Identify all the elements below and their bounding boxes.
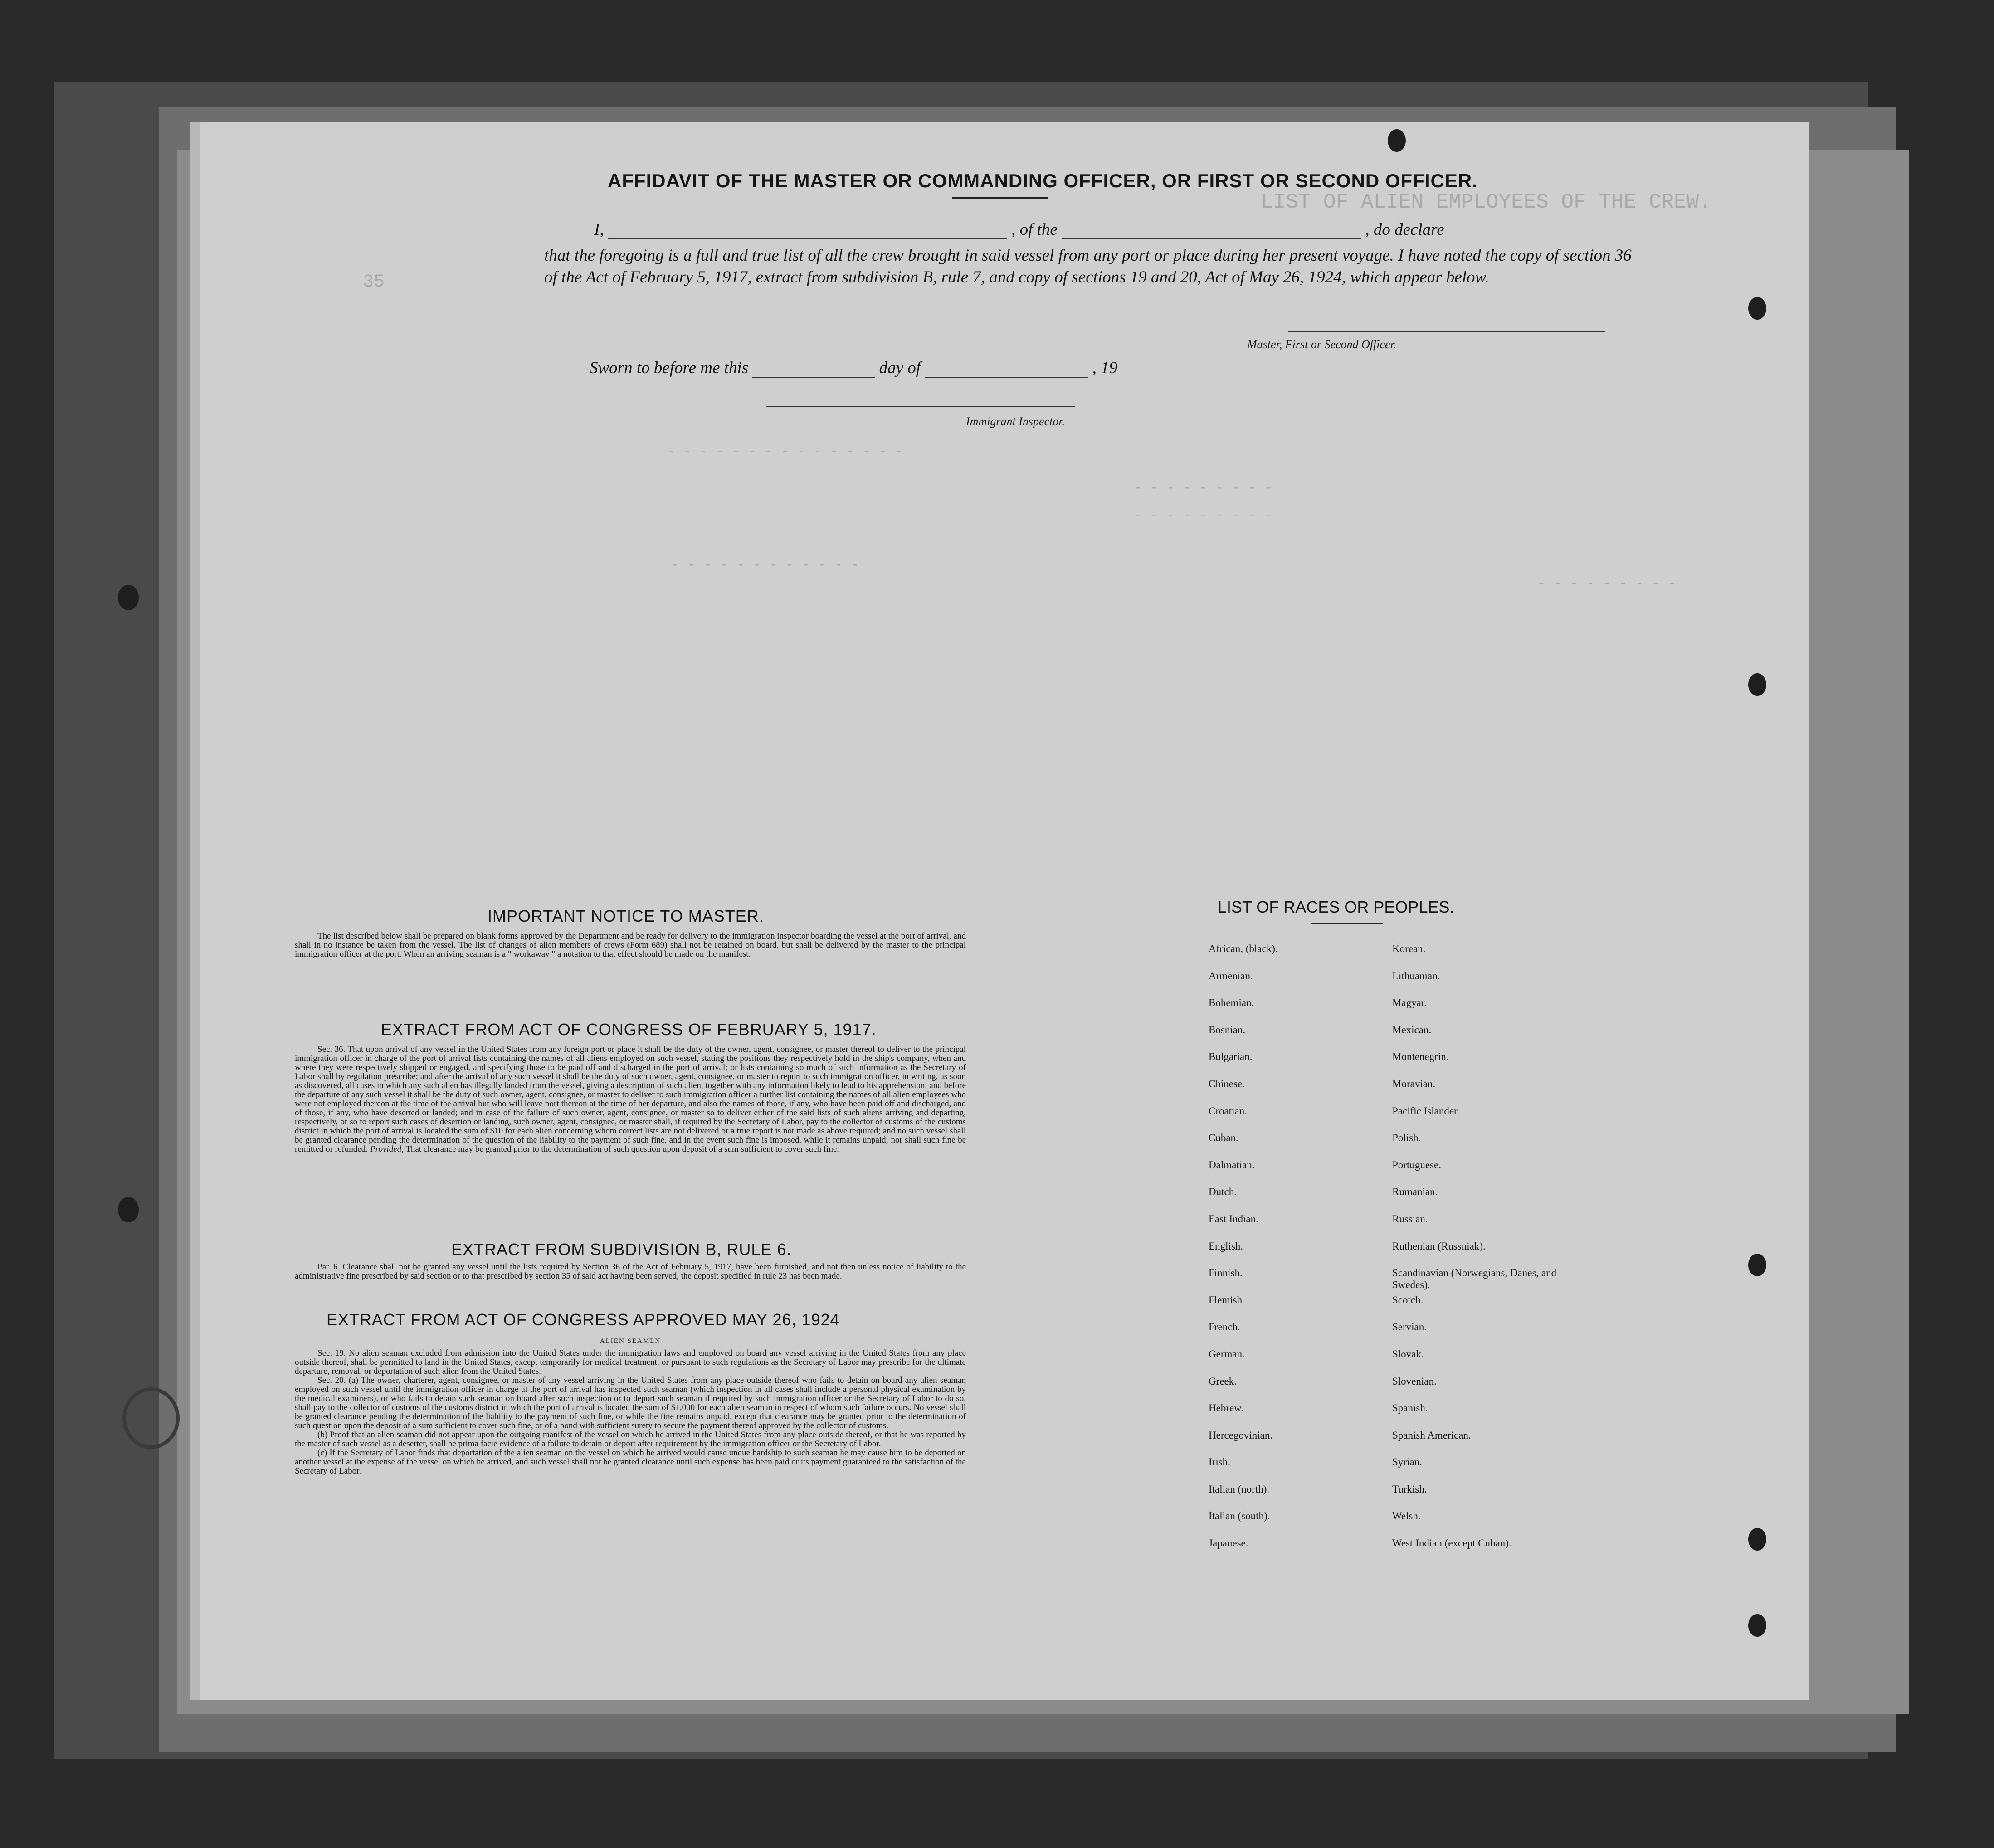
race-item: Scotch. bbox=[1392, 1294, 1424, 1306]
bleed-through-row: - - - - - - - - - - - - bbox=[671, 558, 859, 573]
race-item: Bulgarian. bbox=[1209, 1051, 1253, 1063]
race-item: Flemish bbox=[1209, 1294, 1243, 1306]
bleed-through-text: LIST OF ALIEN EMPLOYEES OF THE CREW. bbox=[1261, 190, 1711, 214]
race-item: Syrian. bbox=[1392, 1456, 1422, 1468]
race-item: Welsh. bbox=[1392, 1510, 1421, 1522]
affidavit-declaration-line bbox=[594, 220, 1444, 239]
race-item: English. bbox=[1209, 1240, 1243, 1252]
race-item: Italian (north). bbox=[1209, 1483, 1270, 1495]
extract-1924-title: EXTRACT FROM ACT OF CONGRESS APPROVED MAY 26, 1924 bbox=[327, 1310, 840, 1329]
punch-hole bbox=[1388, 129, 1406, 152]
extract-rule6-text bbox=[295, 1263, 966, 1281]
race-item: Magyar. bbox=[1392, 997, 1427, 1009]
sworn-month-field[interactable] bbox=[925, 361, 1088, 378]
race-item: Slovenian. bbox=[1392, 1375, 1437, 1387]
vessel-name-field[interactable] bbox=[1062, 223, 1361, 239]
race-item: Cuban. bbox=[1209, 1132, 1238, 1144]
race-item: Bosnian. bbox=[1209, 1024, 1246, 1036]
race-item: Spanish American. bbox=[1392, 1429, 1471, 1441]
race-item: Servian. bbox=[1392, 1321, 1427, 1333]
races-column-1 bbox=[1209, 943, 1278, 1565]
race-item: African, (black). bbox=[1209, 943, 1278, 954]
binder-hole bbox=[118, 1197, 139, 1222]
punch-hole bbox=[1748, 673, 1766, 696]
race-item: Turkish. bbox=[1392, 1483, 1427, 1495]
race-item: Mexican. bbox=[1392, 1024, 1432, 1036]
race-item: Moravian. bbox=[1392, 1078, 1436, 1089]
extract-1924-text bbox=[295, 1349, 966, 1476]
sec20b-text: (b) Proof that an alien seaman did not appear upon the outgoing manifest of the vessel on which he arrived in the United States from any place outside thereof, or that he was reported by the master of such vessel as a deserter, shall be prima facie evidence of a failure to detain or deport after requirement by the immigration officer or the Secretary of Labor. bbox=[295, 1430, 966, 1449]
race-item: Scandinavian (Norwegians, Danes, and Swedes). bbox=[1392, 1267, 1557, 1291]
sworn-line bbox=[590, 358, 1117, 378]
race-item: Greek. bbox=[1209, 1375, 1237, 1387]
notice-paragraph: The list described below shall be prepared on blank forms approved by the Department and be ready for delivery to the immigration inspector boarding the vessel at the port of arrival, and shall in no instance be taken from the vessel. The list of changes of alien members of crews (Form 689) shall not be retained on board, but shall be delivered by the master to the principal immigration officer at the port. When an arriving seaman is a " workaway " a notation to that effect should be made on the manifest. bbox=[295, 931, 966, 959]
race-item: Montenegrin. bbox=[1392, 1051, 1449, 1063]
sec20a-text: (a) The owner, charterer, agent, consignee, or master of any vessel arriving in the United States from any place outside thereof who fails to detain on board any alien seaman employed on such vessel until the immigration officer in charge at the port of arrival has inspected such seaman (which inspection in all cases shall include a personal physical examination by the medical examiners), or who fails to detain such seaman on board after such inspection or to deport such seaman if required by such immigration officer or the Secretary of Labor to do so, shall pay to the collector of customs of the customs district in which the port of arrival is located the sum of $1,000 for each alien seaman in respect of whom such failure occurs. No vessel shall be granted clearance pending the determination of the liability to the payment of such fine, or while the fine remains unpaid, except that clearance may be granted prior to the determination of such question upon the deposit of a sum sufficient to cover such fine, or of a bond with sufficient surety to secure the payment thereof approved by the collector of customs. bbox=[295, 1376, 966, 1430]
race-item: Bohemian. bbox=[1209, 997, 1254, 1009]
bleed-through-row: - - - - - - - - - bbox=[1134, 508, 1273, 523]
race-item: Chinese. bbox=[1209, 1078, 1245, 1089]
race-item: Spanish. bbox=[1392, 1402, 1428, 1414]
race-item: Irish. bbox=[1209, 1456, 1230, 1468]
race-item: French. bbox=[1209, 1321, 1240, 1333]
race-item: Portuguese. bbox=[1392, 1159, 1441, 1171]
proviso-text: That clearance may be granted prior to the determination of such question upon deposit of a sum sufficient to cover such fine. bbox=[405, 1144, 839, 1154]
races-title: LIST OF RACES OR PEOPLES. bbox=[1218, 898, 1454, 916]
of-the-label: , of the bbox=[1011, 220, 1058, 239]
sworn-day-field[interactable] bbox=[752, 361, 875, 378]
declarant-name-field[interactable] bbox=[608, 223, 1007, 239]
extract-rule6-title: EXTRACT FROM SUBDIVISION B, RULE 6. bbox=[451, 1240, 792, 1259]
punch-hole bbox=[1748, 1528, 1766, 1551]
section-36-text: That upon arrival of any vessel in the United States from any foreign port or place it shall be the duty of the owner, agent, consignee, or master thereof to deliver to the principal immigration officer in charge of the port of arrival lists containing the names of all aliens employed on such vessel, stating the positions they respectively hold in the ship's company, when and where they were respectively shipped or engaged, and specifying those to be paid off and discharged in the port of arrival; or lists containing so much of such information as the Secretary of Labor shall by regulation prescribe; and after the arrival of any such vessel it shall be the duty of such owner, agent, consignee, or master to report to such immigration officer, in writing, as soon as discovered, all cases in which any such alien has illegally landed from the vessel, giving a description of such alien, together with any information likely to lead to his apprehension; and before the departure of any such vessel it shall be the duty of such owner, agent, consignee, or master to deliver to such immigration officer a further list containing the names of all alien employees who were not employed thereon at the time of the arrival but who will leave port thereon at the time of her departure, and also the names of those, if any, who have been paid off and discharged, and of those, if any, who have deserted or landed; and in case of the failure of such owner, agent, consignee, or master so to deliver either of the said lists of such aliens arriving and departing, respectively, or so to report such cases of desertion or landing, such owner, agent, consignee, or master shall, if required by the Secretary of Labor, pay to the collector of customs of the customs district in which the port of arrival is located the sum of $10 for each alien concerning whom correct lists are not delivered or a true report is not made as above required; and no such vessel shall be granted clearance pending the determination of the question of the liability to the payment of such fine, and in the event such fine is imposed, while it remains unpaid; nor shall such fine be remitted or refunded: bbox=[295, 1045, 966, 1154]
race-item: Italian (south). bbox=[1209, 1510, 1270, 1522]
race-item: Pacific Islander. bbox=[1392, 1105, 1460, 1117]
race-item: Armenian. bbox=[1209, 970, 1253, 982]
par-label: Par. 6. bbox=[317, 1262, 340, 1272]
extract-1917-title: EXTRACT FROM ACT OF CONGRESS OF FEBRUARY 5, 1917. bbox=[381, 1020, 877, 1039]
race-item: Lithuanian. bbox=[1392, 970, 1440, 982]
race-item: West Indian (except Cuban). bbox=[1392, 1537, 1511, 1549]
title-underline bbox=[952, 197, 1048, 199]
sec20c-text: (c) If the Secretary of Labor finds that deportation of the alien seaman on the vessel on which he arrived would cause undue hardship to such seaman he may cause him to be deported on another vessel at the expense of the vessel on which he arrived, and such vessel shall not be granted clearance until such expense has been paid or its payment guaranteed to the satisfaction of the Secretary of Labor. bbox=[295, 1448, 966, 1476]
form-page bbox=[190, 122, 1809, 1700]
affidavit-title: AFFIDAVIT OF THE MASTER OR COMMANDING OFFICER, OR FIRST OR SECOND OFFICER. bbox=[608, 170, 1478, 191]
do-declare-label: , do declare bbox=[1365, 220, 1444, 239]
race-item: Hercegovinian. bbox=[1209, 1429, 1273, 1441]
race-item: Dalmatian. bbox=[1209, 1159, 1255, 1171]
section-label: Sec. 36. bbox=[317, 1045, 346, 1054]
race-item: Rumanian. bbox=[1392, 1186, 1438, 1198]
alien-seamen-subtitle: ALIEN SEAMEN bbox=[600, 1337, 661, 1345]
race-item: Croatian. bbox=[1209, 1105, 1247, 1117]
margin-mark bbox=[122, 1387, 180, 1449]
race-item: Korean. bbox=[1392, 943, 1426, 954]
race-item: Polish. bbox=[1392, 1132, 1421, 1144]
race-item: Finnish. bbox=[1209, 1267, 1243, 1279]
race-item: Slovak. bbox=[1392, 1348, 1424, 1360]
proviso-label: Provided, bbox=[370, 1144, 404, 1154]
extract-1917-text bbox=[295, 1045, 966, 1154]
race-item: Russian. bbox=[1392, 1213, 1428, 1225]
sec20-label: Sec. 20. bbox=[317, 1376, 346, 1385]
page-binding-edge bbox=[190, 122, 200, 1700]
day-of-label: day of bbox=[879, 359, 921, 377]
notice-title: IMPORTANT NOTICE TO MASTER. bbox=[488, 907, 764, 925]
declarant-prefix: I, bbox=[594, 220, 604, 239]
punch-hole bbox=[1748, 1614, 1766, 1637]
race-item: Hebrew. bbox=[1209, 1402, 1244, 1414]
races-column-2 bbox=[1392, 943, 1565, 1565]
bleed-through-row: - - - - - - - - - bbox=[1537, 576, 1677, 591]
inspector-caption: Immigrant Inspector. bbox=[966, 415, 1065, 428]
punch-hole bbox=[1748, 297, 1766, 320]
race-item: Japanese. bbox=[1209, 1537, 1248, 1549]
page-number-stamp: 35 bbox=[363, 272, 385, 292]
affidavit-body: that the foregoing is a full and true list of all the crew brought in said vessel from any port or place during her present voyage. I have noted the copy of section 36 of the Act of February 5, 1917, extract from subdivision B, rule 7, and copy of sections 19 and 20, Act of May 26, 1924, which appear below. bbox=[544, 246, 1632, 287]
race-item: German. bbox=[1209, 1348, 1245, 1360]
races-title-underline bbox=[1311, 923, 1383, 924]
binder-hole bbox=[118, 585, 139, 610]
sec19-text: No alien seaman excluded from admission into the United States under the immigration laws and employed on board any vessel arriving in the United States from any place outside thereof, shall be permitted to land in the United States, except temporarily for medical treatment, or pursuant to such regulations as the Secretary of Labor may prescribe for the ultimate departure, removal, or deportation of such alien from the United States. bbox=[295, 1348, 966, 1376]
master-caption: Master, First or Second Officer. bbox=[1247, 338, 1397, 351]
year-prefix: , 19 bbox=[1092, 359, 1118, 377]
race-item: East Indian. bbox=[1209, 1213, 1258, 1225]
race-item: Dutch. bbox=[1209, 1186, 1237, 1198]
race-item: Ruthenian (Russniak). bbox=[1392, 1240, 1486, 1252]
sworn-label: Sworn to before me this bbox=[590, 359, 749, 377]
master-signature-line[interactable] bbox=[1288, 331, 1605, 332]
sec19-label: Sec. 19. bbox=[317, 1348, 346, 1358]
rule6-text: Clearance shall not be granted any vessel until the lists required by Section 36 of the Act of February 5, 1917, have been furnished, and not then unless notice of liability to the administrative fine prescribed by said section or to that prescribed by section 35 of said act having been served, the deposit specified in rule 23 has been made. bbox=[295, 1262, 966, 1281]
notice-text bbox=[295, 932, 966, 959]
punch-hole bbox=[1748, 1254, 1766, 1276]
bleed-through-row: - - - - - - - - - - - - - - - bbox=[667, 444, 904, 460]
inspector-signature-line[interactable] bbox=[766, 406, 1075, 407]
bleed-through-row: - - - - - - - - - bbox=[1134, 481, 1273, 496]
